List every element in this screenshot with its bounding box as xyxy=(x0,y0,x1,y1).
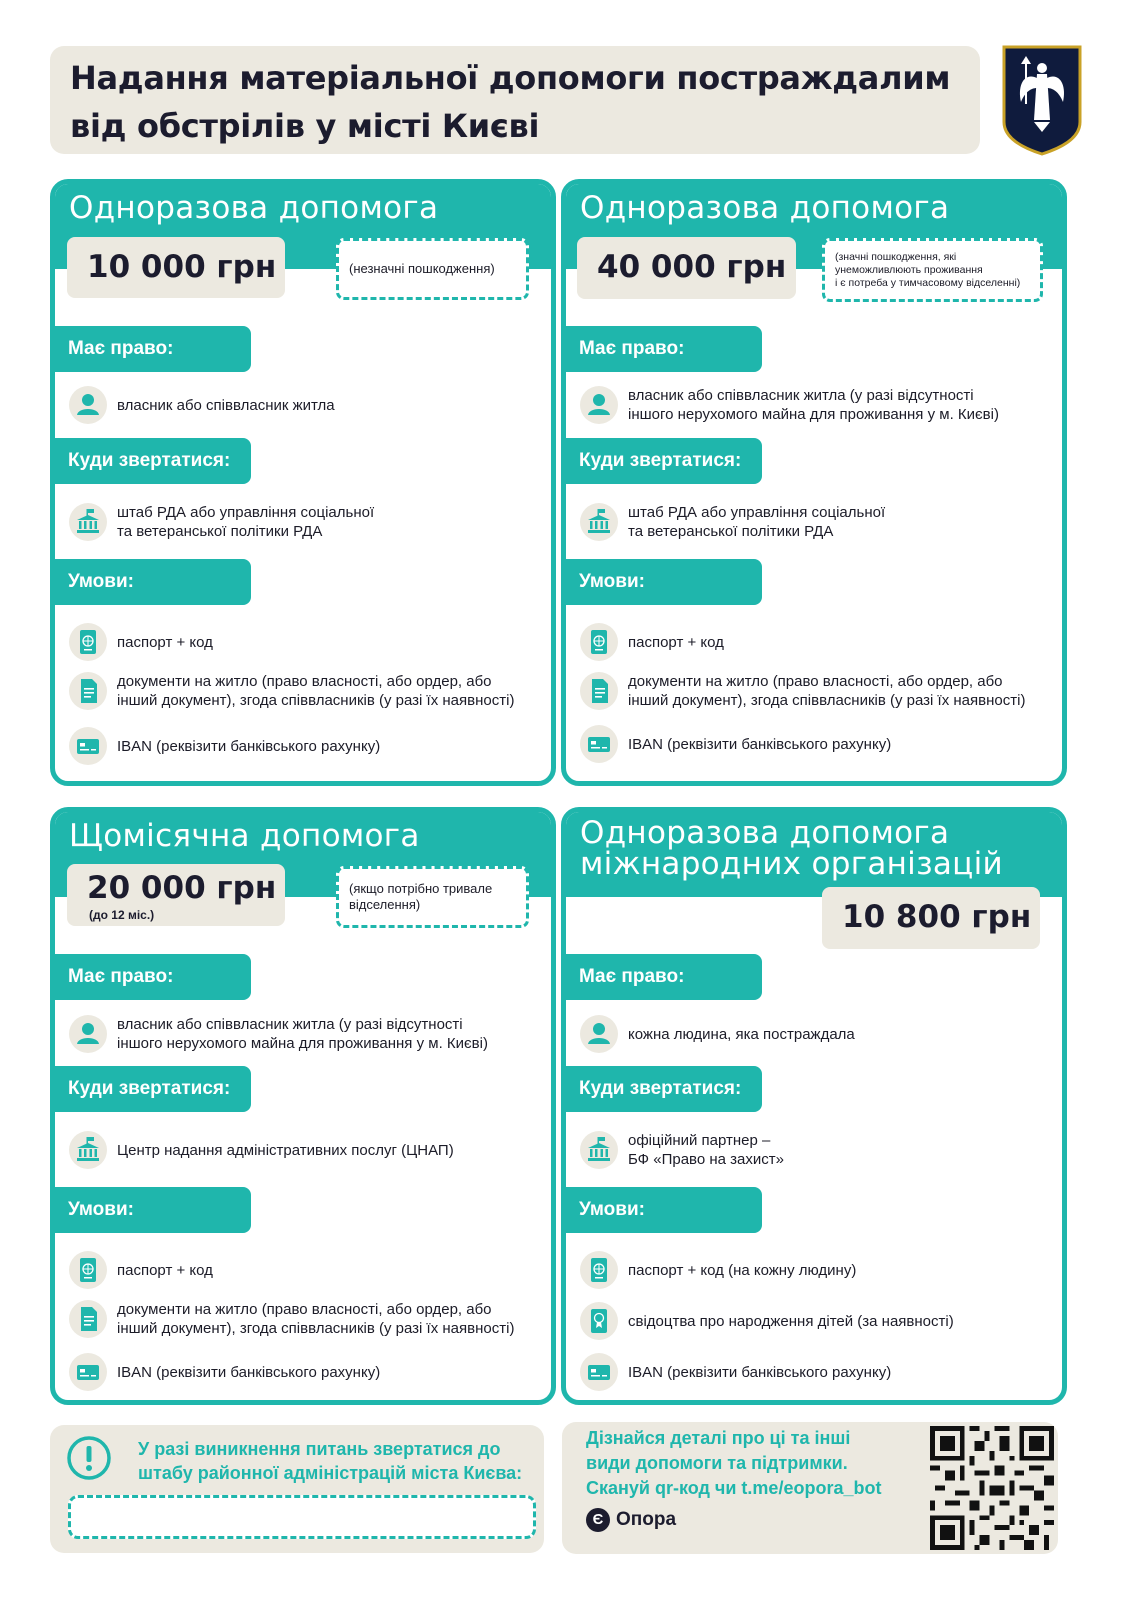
condition-row: паспорт + код xyxy=(69,623,545,661)
page-title-line2: від обстрілів у місті Києві xyxy=(70,107,540,145)
qr-code-icon[interactable] xyxy=(930,1426,1054,1550)
more-info-text: Дізнайся деталі про ці та інші види допомоги та підтримки. Скануй qr-код чи t.me/eopora_bot xyxy=(586,1428,882,1498)
passport-icon xyxy=(580,1251,618,1289)
condition-row: документи на житло (право власності, або ордер, або інший документ), згода співвласників (у разі їх наявності) xyxy=(69,1300,545,1338)
where-text: штаб РДА або управління соціальної та ветеранської політики РДА xyxy=(117,504,375,540)
section-has-right: Має право: xyxy=(55,326,251,372)
person-icon xyxy=(580,1015,618,1053)
opora-mark-icon: Є xyxy=(586,1508,610,1532)
passport-icon xyxy=(580,623,618,661)
section-where: Куди звертатися: xyxy=(55,438,251,484)
card-one-time-10000 xyxy=(50,179,556,786)
certificate-icon xyxy=(580,1302,618,1340)
passport-icon xyxy=(69,623,107,661)
opora-logo xyxy=(586,1508,676,1532)
condition-row: документи на житло (право власності, або ордер, або інший документ), згода співвласників (у разі їх наявності) xyxy=(580,672,1056,710)
contact-instructions: У разі виникнення питань звертатися до штабу районної адміністрацій міста Києва: xyxy=(138,1439,523,1483)
section-has-right: Має право: xyxy=(55,954,251,1000)
section-has-right: Має право: xyxy=(566,326,762,372)
amount-badge: 10 800 грн xyxy=(822,887,1040,949)
note-box: (якщо потрібно тривале відселення) xyxy=(336,866,529,928)
amount-badge: 10 000 грн xyxy=(67,237,285,298)
card-title: Одноразова допомога xyxy=(69,190,439,226)
bank-card-icon xyxy=(69,1353,107,1391)
card-title: Одноразова допомога міжнародних організацій xyxy=(580,815,1003,882)
card-monthly-20000 xyxy=(50,807,556,1405)
bot-link[interactable]: Скануй qr-код чи t.me/eopora_bot xyxy=(586,1478,882,1498)
opora-brand-name: Опора xyxy=(616,1509,677,1530)
has-right-row: кожна людина, яка постраждала xyxy=(580,1015,1056,1053)
government-building-icon xyxy=(580,503,618,541)
amount-badge: 20 000 грн (до 12 міс.) xyxy=(67,864,285,926)
section-where: Куди звертатися: xyxy=(566,1066,762,1112)
person-icon xyxy=(69,1015,107,1053)
person-icon xyxy=(69,386,107,424)
note-box: (значні пошкодження, які унеможливлюють проживання і є потреба у тимчасовому відселенні) xyxy=(822,238,1043,302)
section-conditions: Умови: xyxy=(55,1187,251,1233)
has-right-row xyxy=(69,386,545,424)
page-title-line1: Надання матеріальної допомоги постраждалим xyxy=(70,59,951,97)
document-icon xyxy=(69,672,107,710)
passport-icon xyxy=(69,1251,107,1289)
condition-row: паспорт + код xyxy=(580,623,1056,661)
has-right-row: власник або співвласник житла (у разі відсутності іншого нерухомого майна для проживання у м. Києві) xyxy=(580,386,1056,424)
person-icon xyxy=(580,386,618,424)
exclamation-icon xyxy=(66,1435,112,1481)
government-building-icon xyxy=(69,1131,107,1169)
condition-row: паспорт + код xyxy=(69,1251,545,1289)
section-where: Куди звертатися: xyxy=(566,438,762,484)
bank-card-icon xyxy=(580,725,618,763)
section-conditions: Умови: xyxy=(55,559,251,605)
bank-card-icon xyxy=(69,727,107,765)
condition-row: IBAN (реквізити банківського рахунку) xyxy=(69,1353,545,1391)
government-building-icon xyxy=(69,503,107,541)
condition-row: документи на житло (право власності, або ордер, або інший документ), згода співвласників (у разі їх наявності) xyxy=(69,672,545,710)
section-has-right: Має право: xyxy=(566,954,762,1000)
kyiv-coat-of-arms-icon xyxy=(1001,44,1083,156)
where-row xyxy=(69,503,545,541)
government-building-icon xyxy=(580,1131,618,1169)
where-row: Центр надання адміністративних послуг (ЦНАП) xyxy=(69,1131,545,1169)
has-right-text: власник або співвласник житла xyxy=(117,396,335,414)
more-info-box xyxy=(562,1422,1058,1554)
amount-badge: 40 000 грн xyxy=(577,237,796,299)
condition-row: паспорт + код (на кожну людину) xyxy=(580,1251,1056,1289)
where-row: офіційний партнер – БФ «Право на захист» xyxy=(580,1131,1056,1169)
has-right-row: власник або співвласник житла (у разі відсутності іншого нерухомого майна для проживання у м. Києві) xyxy=(69,1015,545,1053)
bank-card-icon xyxy=(580,1353,618,1391)
amount-period: (до 12 міс.) xyxy=(89,908,155,922)
where-row: штаб РДА або управління соціальної та ветеранської політики РДА xyxy=(580,503,1056,541)
condition-row: IBAN (реквізити банківського рахунку) xyxy=(69,727,545,765)
district-contact-field xyxy=(68,1495,536,1539)
condition-row: IBAN (реквізити банківського рахунку) xyxy=(580,1353,1056,1391)
condition-row: IBAN (реквізити банківського рахунку) xyxy=(580,725,1056,763)
section-conditions: Умови: xyxy=(566,559,762,605)
section-where: Куди звертатися: xyxy=(55,1066,251,1112)
condition-row: свідоцтва про народження дітей (за наявності) xyxy=(580,1302,1056,1340)
page-header xyxy=(50,46,980,154)
document-icon xyxy=(69,1300,107,1338)
card-title: Одноразова допомога xyxy=(580,190,950,226)
note-box: (незначні пошкодження) xyxy=(336,238,529,300)
page-title xyxy=(70,54,980,150)
section-conditions: Умови: xyxy=(566,1187,762,1233)
document-icon xyxy=(580,672,618,710)
card-title: Щомісячна допомога xyxy=(69,818,420,854)
contact-district-box xyxy=(50,1425,544,1553)
card-international-10800 xyxy=(561,807,1067,1405)
card-one-time-40000 xyxy=(561,179,1067,786)
